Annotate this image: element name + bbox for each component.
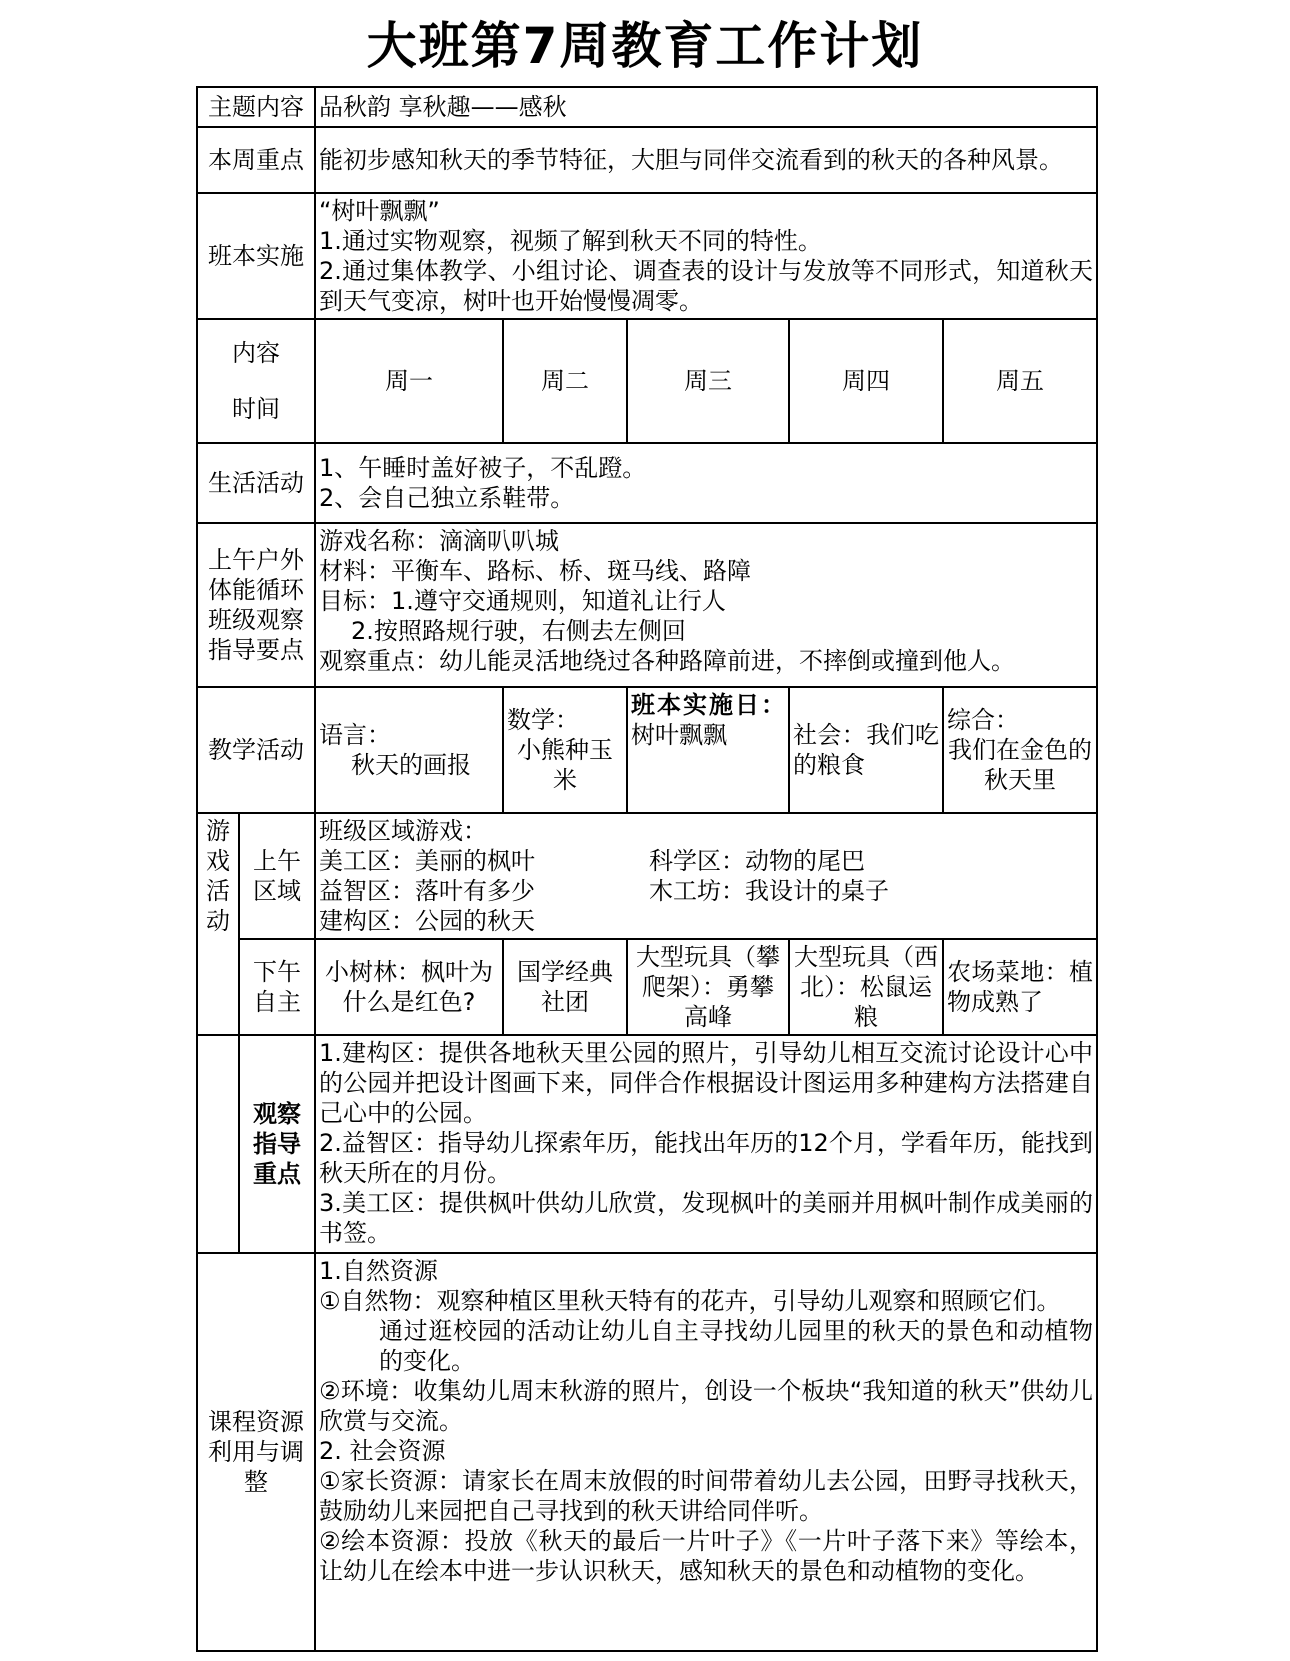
life-content [315,443,1097,523]
row-class-impl [197,193,1097,319]
observation-line: 1.建构区：提供各地秋天里公园的照片，引导幼儿相互交流讨论设计心中的公园并把设计图画下来，同伴合作根据设计图运用多种建构方法搭建自己心中的公园。 [319,1039,1094,1127]
outdoor-content [315,523,1097,687]
outdoor-line: 材料：平衡车、路标、桥、斑马线、路障 [319,557,751,585]
row-life [197,443,1097,523]
teaching-tue-subject: 数学： [507,706,579,734]
row-week-header [197,319,1097,443]
class-impl-line: 1.通过实物观察，视频了解到秋天不同的特性。 [319,227,822,255]
header-day-tue: 周二 [503,319,627,443]
game-pm-wed: 大型玩具（攀爬架）：勇攀高峰 [627,939,789,1035]
teaching-fri-subject: 综合： [947,706,1019,734]
resources-content [315,1253,1097,1651]
focus-label: 本周重点 [197,127,315,193]
life-line: 2、会自己独立系鞋带。 [319,484,575,512]
game-pm-mon: 小树林：枫叶为什么是红色? [315,939,503,1035]
focus-value: 能初步感知秋天的季节特征，大胆与同伴交流看到的秋天的各种风景。 [315,127,1097,193]
teaching-fri-topic: 我们在金色的秋天里 [948,736,1092,794]
page-title: 大班第7周教育工作计划 [366,17,924,75]
resources-line: ①家长资源：请家长在周末放假的时间带着幼儿去公园，田野寻找秋天，鼓励幼儿来园把自己寻找到的秋天讲给同伴听。 [319,1467,1094,1525]
class-impl-content [315,193,1097,319]
header-day-mon: 周一 [315,319,503,443]
class-impl-line: “树叶飘飘” [319,197,440,225]
game-am-title: 班级区域游戏： [319,817,487,845]
header-day-fri: 周五 [943,319,1097,443]
resources-line: ②环境：收集幼儿周末秋游的照片，创设一个板块“我知道的秋天”供幼儿欣赏与交流。 [319,1377,1094,1435]
row-resources [197,1253,1097,1651]
life-label: 生活活动 [197,443,315,523]
class-impl-label: 班本实施 [197,193,315,319]
game-pm-fri: 农场菜地：植物成熟了 [943,939,1097,1035]
game-label-text: 游戏活动 [206,817,230,935]
resources-line: 通过逛校园的活动让幼儿自主寻找幼儿园里的秋天的景色和动植物的变化。 [379,1317,1094,1375]
teaching-mon [315,687,503,813]
teaching-fri [943,687,1097,813]
area-row [319,876,1093,906]
observation-content [315,1035,1097,1253]
game-am-label [239,813,315,939]
observation-line: 3.美工区：提供枫叶供幼儿欣赏，发现枫叶的美丽并用枫叶制作成美丽的书签。 [319,1189,1094,1247]
teaching-wed-topic: 树叶飘飘 [631,721,727,749]
resources-line: ①自然物：观察种植区里秋天特有的花卉，引导幼儿观察和照顾它们。 [319,1287,1061,1315]
row-outdoor [197,523,1097,687]
class-impl-line: 2.通过集体教学、小组讨论、调查表的设计与发放等不同形式，知道秋天到天气变凉，树叶也开始慢慢凋零。 [319,257,1094,315]
observation-label [239,1035,315,1253]
area-item: 木工坊：我设计的桌子 [649,877,889,905]
game-pm-tue: 国学经典社团 [503,939,627,1035]
teaching-thu: 社会：我们吃的粮食 [789,687,943,813]
header-day-thu: 周四 [789,319,943,443]
teaching-wed-subject: 班本实施日： [631,691,785,719]
observation-blank [197,1035,239,1253]
game-pm-label [239,939,315,1035]
outdoor-line: 游戏名称：滴滴叭叭城 [319,527,559,555]
resources-line: ②绘本资源：投放《秋天的最后一片叶子》《一片叶子落下来》等绘本，让幼儿在绘本中进一步认识秋天，感知秋天的景色和动植物的变化。 [319,1527,1094,1585]
teaching-label: 教学活动 [197,687,315,813]
life-line: 1、午睡时盖好被子，不乱蹬。 [319,454,647,482]
teaching-mon-subject: 语言： [319,721,391,749]
outdoor-label: 上午户外体能循环班级观察指导要点 [197,523,315,687]
resources-line: 2. 社会资源 [319,1437,446,1465]
row-observation [197,1035,1097,1253]
row-focus [197,127,1097,193]
outdoor-line: 观察重点：幼儿能灵活地绕过各种路障前进，不摔倒或撞到他人。 [319,647,1015,675]
row-theme [197,87,1097,127]
teaching-mon-topic: 秋天的画报 [351,751,471,779]
outdoor-line: 2.按照路规行驶，右侧去左侧回 [351,617,686,645]
area-item: 建构区：公园的秋天 [319,907,535,935]
game-pm-thu: 大型玩具（西北）：松鼠运粮 [789,939,943,1035]
area-row [319,906,1093,936]
plan-table [196,86,1098,1652]
outdoor-line: 目标：1.遵守交通规则，知道礼让行人 [319,587,726,615]
header-corner [197,319,315,443]
game-label [197,813,239,1035]
row-game-am [197,813,1097,939]
teaching-wed [627,687,789,813]
theme-value: 品秋韵 享秋趣——感秋 [315,87,1097,127]
teaching-tue-topic: 小熊种玉米 [517,736,613,794]
theme-label: 主题内容 [197,87,315,127]
row-teaching [197,687,1097,813]
teaching-tue [503,687,627,813]
area-row [319,846,1093,876]
observation-label-text: 观察指导重点 [253,1100,301,1188]
resources-line: 1.自然资源 [319,1257,438,1285]
area-item: 科学区：动物的尾巴 [649,847,865,875]
header-time: 时间 [232,395,280,423]
game-am-label-text: 上午区域 [253,847,301,905]
game-am-content [315,813,1097,939]
observation-line: 2.益智区：指导幼儿探索年历，能找出年历的12个月，学看年历，能找到秋天所在的月份。 [319,1129,1094,1187]
resources-label: 课程资源利用与调整 [197,1253,315,1651]
header-content: 内容 [232,339,280,367]
area-item: 益智区：落叶有多少 [319,877,535,905]
row-game-pm [197,939,1097,1035]
area-item: 美工区：美丽的枫叶 [319,847,535,875]
game-pm-label-text: 下午自主 [253,958,301,1016]
header-day-wed: 周三 [627,319,789,443]
